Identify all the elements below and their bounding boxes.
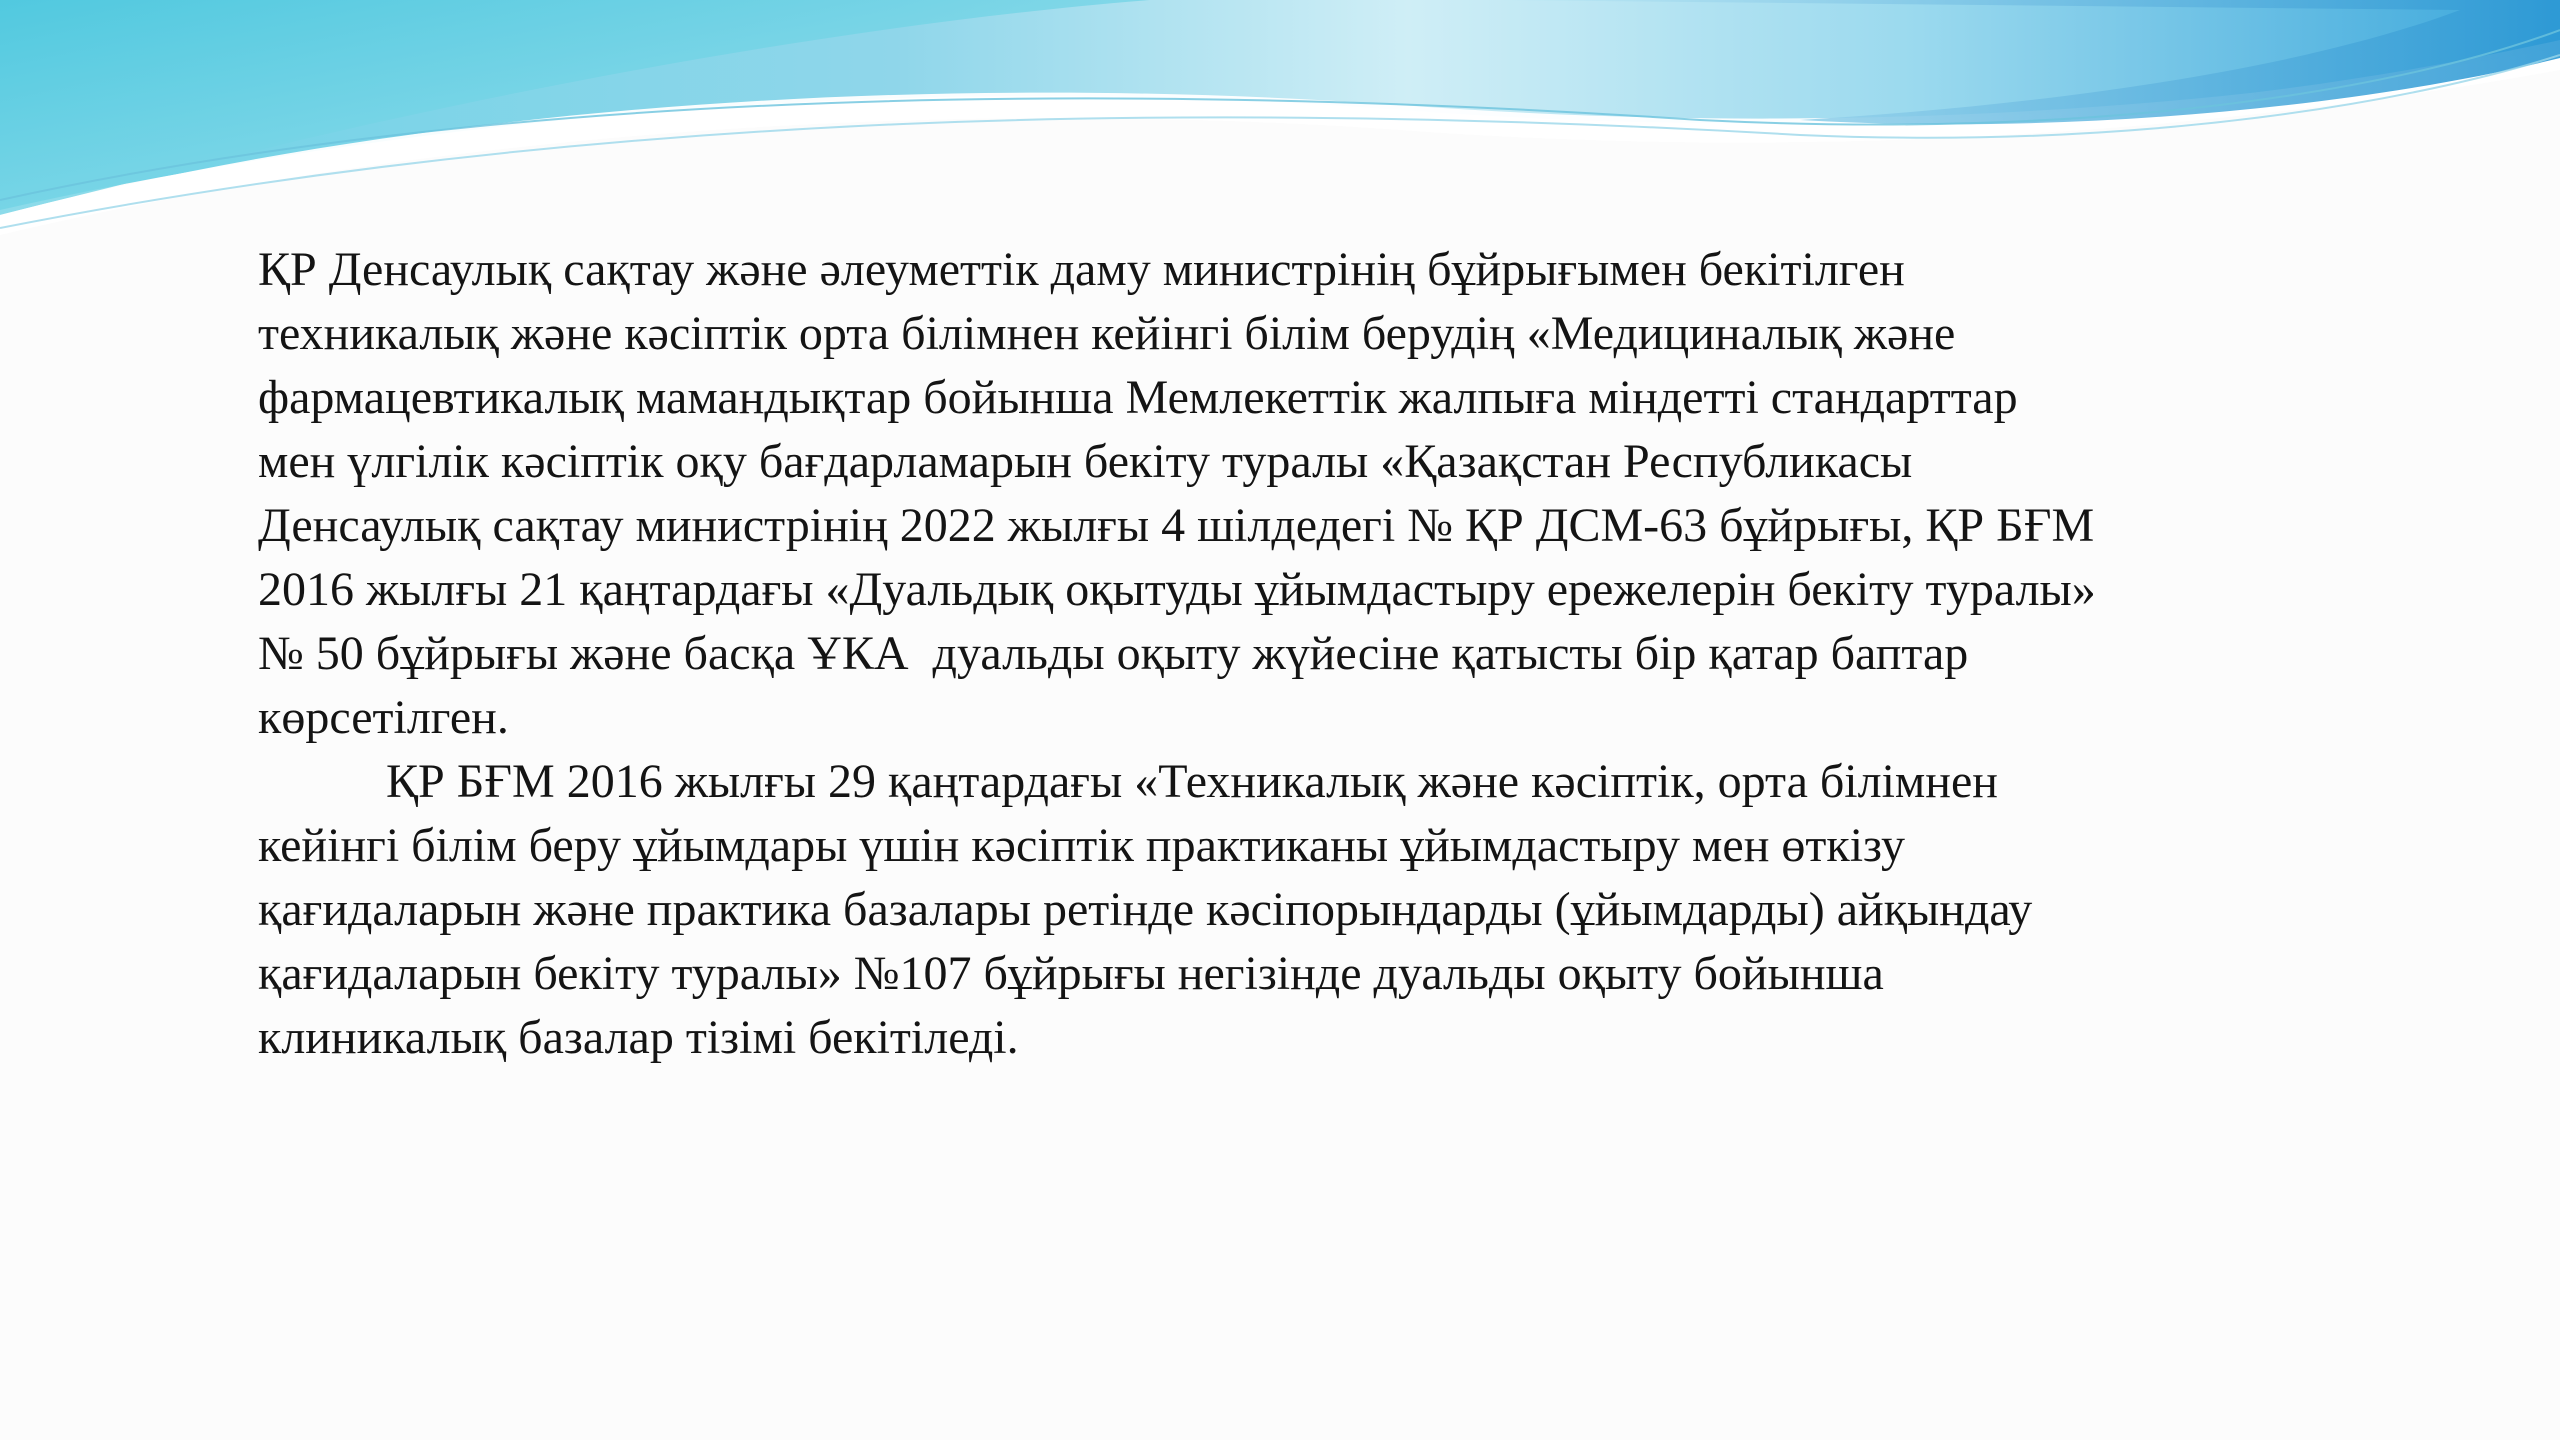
paragraph-2-line: клиникалық базалар тізімі бекітіледі.	[258, 1011, 1019, 1064]
paragraph-1-line: ҚР Денсаулық сақтау және әлеуметтік даму министрінің бұйрығымен бекітілген	[258, 243, 1905, 296]
paragraph-1-line: Денсаулық сақтау министрінің 2022 жылғы 4 шілдедегі № ҚР ДСМ-63 бұйрығы, ҚР БҒМ	[258, 499, 2095, 552]
paragraph-1-line: № 50 бұйрығы және басқа ҰКА дуальды оқыту жүйесіне қатысты бір қатар баптар	[258, 627, 1969, 680]
slide-body-text	[258, 238, 2348, 1070]
paragraph-1-line: 2016 жылғы 21 қаңтардағы «Дуальдық оқытуды ұйымдастыру ережелерін бекіту туралы»	[258, 563, 2096, 616]
paragraph-1-line: фармацевтикалық мамандықтар бойынша Мемлекеттік жалпыға міндетті стандарттар	[258, 371, 2018, 424]
paragraph-1-line: көрсетілген.	[258, 691, 509, 744]
paragraph-1-line: мен үлгілік кәсіптік оқу бағдарламарын бекіту туралы «Қазақстан Республикасы	[258, 435, 1913, 488]
paragraph-2-line: ҚР БҒМ 2016 жылғы 29 қаңтардағы «Техникалық және кәсіптік, орта білімнен	[386, 755, 1998, 808]
paragraph-1-line: техникалық және кәсіптік орта білімнен кейінгі білім берудің «Медициналық және	[258, 307, 1956, 360]
paragraph-1	[258, 238, 2348, 750]
paragraph-2-line: кейінгі білім беру ұйымдары үшін кәсіптік практиканы ұйымдастыру мен өткізу	[258, 819, 1905, 872]
paragraph-2-line: қағидаларын және практика базалары ретінде кәсіпорындарды (ұйымдарды) айқындау	[258, 883, 2033, 936]
decorative-wave-header	[0, 0, 2560, 240]
paragraph-2	[258, 750, 2348, 1070]
paragraph-2-line: қағидаларын бекіту туралы» №107 бұйрығы негізінде дуальды оқыту бойынша	[258, 947, 1884, 1000]
